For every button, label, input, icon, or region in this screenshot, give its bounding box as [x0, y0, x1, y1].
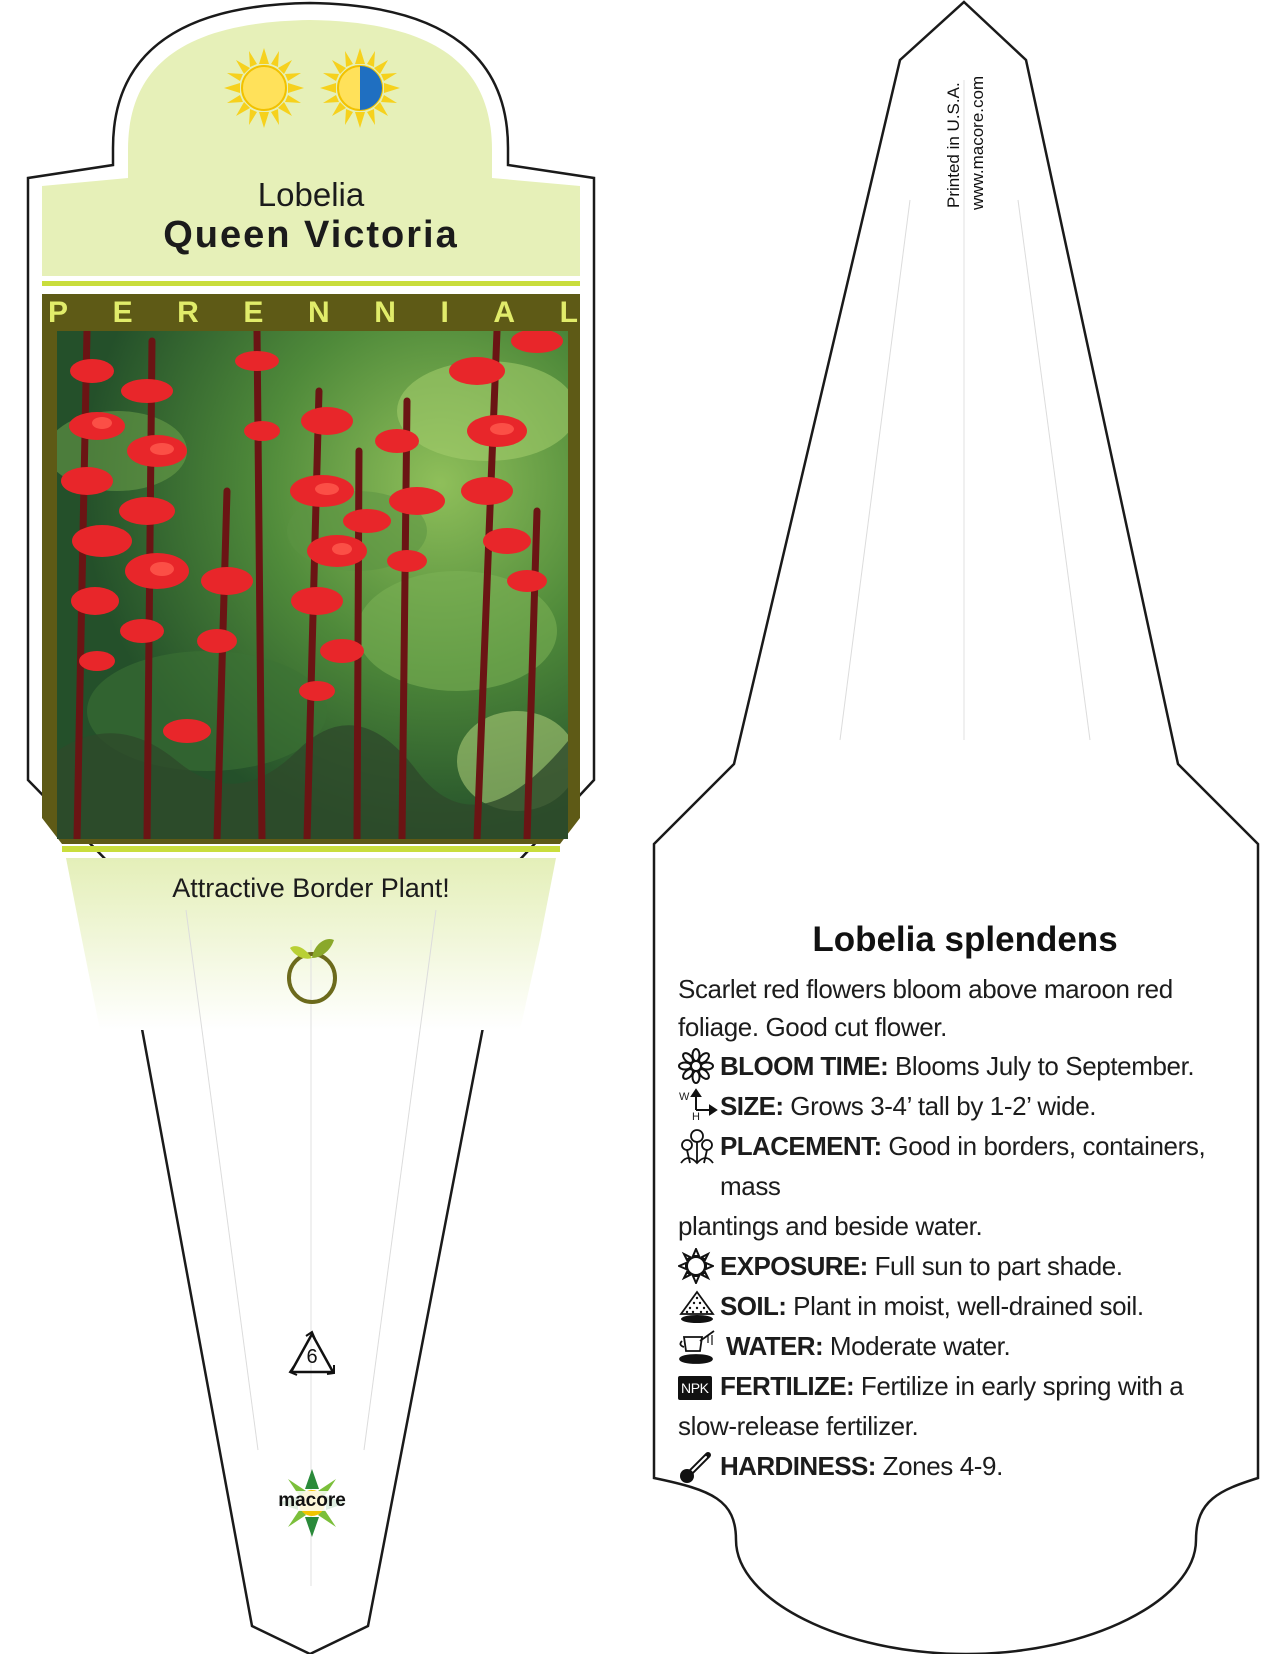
website-label: www.macore.com	[968, 75, 987, 210]
care-instructions	[678, 1046, 1238, 1486]
printed-in-label: Printed in U.S.A.	[944, 82, 963, 208]
care-row-placement: PLACEMENT: Good in borders, containers, mass	[678, 1126, 1238, 1206]
soil-icon	[678, 1286, 720, 1326]
botanical-name: Lobelia splendens	[812, 920, 1118, 959]
care-row-placement-cont: plantings and beside water.	[678, 1211, 983, 1241]
seedling-logo-icon	[282, 928, 342, 1008]
flower-icon	[678, 1046, 720, 1086]
size-arrows-icon: W H	[678, 1086, 720, 1126]
front-header-rule	[42, 281, 580, 286]
front-lower-rule	[62, 846, 560, 852]
plant-genus: Lobelia	[257, 176, 365, 213]
care-row-size: W H SIZE: Grows 3-4’ tall by 1-2’ wide.	[678, 1086, 1238, 1126]
care-row-water: WATER: Moderate water.	[678, 1326, 1238, 1366]
exposure-icons	[222, 46, 402, 136]
plant-photo	[57, 331, 568, 839]
full-sun-icon	[224, 48, 304, 128]
recycle-code-number: 6	[306, 1346, 318, 1368]
care-row-bloom: BLOOM TIME: Blooms July to September.	[678, 1046, 1238, 1086]
sun-outline-icon	[678, 1246, 720, 1286]
npk-icon: NPK	[678, 1366, 720, 1406]
care-row-exposure: EXPOSURE: Full sun to part shade.	[678, 1246, 1238, 1286]
placement-flowers-icon	[678, 1126, 720, 1166]
macore-wordmark: macore	[270, 1491, 354, 1511]
care-row-soil: SOIL: Plant in moist, well-drained soil.	[678, 1286, 1238, 1326]
macore-logo	[270, 1468, 354, 1538]
part-shade-icon	[320, 48, 400, 128]
plant-cultivar: Queen Victoria	[163, 214, 459, 256]
care-row-hardiness: HARDINESS: Zones 4-9.	[678, 1446, 1238, 1486]
care-row-fertilize-cont: slow-release fertilizer.	[678, 1411, 919, 1441]
thermometer-icon	[678, 1446, 720, 1486]
plant-description: Scarlet red flowers bloom above maroon red foliage. Good cut flower.	[678, 974, 1173, 1042]
recycle-code-icon	[285, 1330, 339, 1380]
plant-tagline: Attractive Border Plant!	[172, 873, 450, 903]
watering-can-icon	[678, 1326, 720, 1366]
plant-category: P E R E N N I A L	[48, 296, 578, 329]
care-row-fertilize: NPK FERTILIZE: Fertilize in early spring with a	[678, 1366, 1238, 1406]
